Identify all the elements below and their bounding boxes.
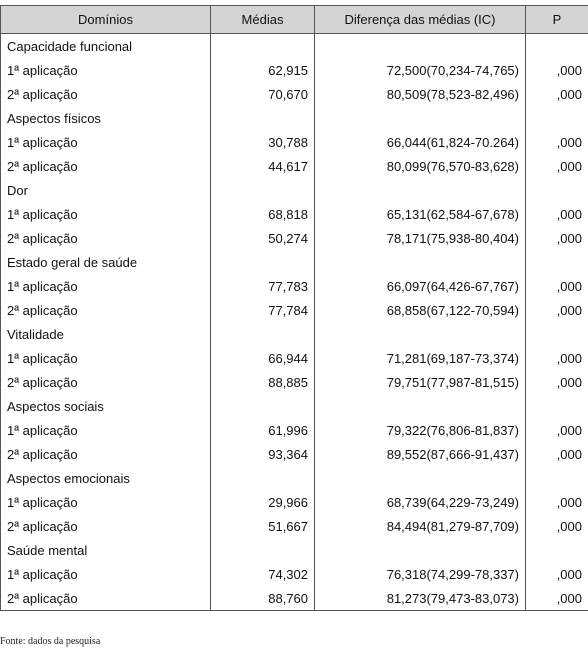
media-value: 51,667 xyxy=(211,514,315,538)
application-row xyxy=(1,130,588,154)
empty-cell xyxy=(526,250,588,274)
table-body xyxy=(1,34,588,611)
diferenca-value: 66,044(61,824-70.264) xyxy=(315,130,526,154)
empty-cell xyxy=(526,538,588,562)
p-value: ,000 xyxy=(526,586,588,611)
domain-row xyxy=(1,178,588,202)
empty-cell xyxy=(315,322,526,346)
media-value: 77,784 xyxy=(211,298,315,322)
diferenca-value: 79,751(77,987-81,515) xyxy=(315,370,526,394)
diferenca-value: 78,171(75,938-80,404) xyxy=(315,226,526,250)
application-row xyxy=(1,346,588,370)
domain-row xyxy=(1,538,588,562)
media-value: 29,966 xyxy=(211,490,315,514)
table-footnote: Fonte: dados da pesquisa xyxy=(0,636,100,648)
application-label: 2ª aplicação xyxy=(1,226,211,250)
diferenca-value: 81,273(79,473-83,073) xyxy=(315,586,526,611)
domain-row xyxy=(1,34,588,59)
p-value: ,000 xyxy=(526,274,588,298)
p-value: ,000 xyxy=(526,130,588,154)
domain-row xyxy=(1,394,588,418)
diferenca-value: 84,494(81,279-87,709) xyxy=(315,514,526,538)
p-value: ,000 xyxy=(526,370,588,394)
application-row xyxy=(1,442,588,466)
domain-name: Saúde mental xyxy=(1,538,211,562)
application-row xyxy=(1,586,588,611)
domain-name: Capacidade funcional xyxy=(1,34,211,59)
header-medias: Médias xyxy=(211,6,315,34)
p-value: ,000 xyxy=(526,442,588,466)
p-value: ,000 xyxy=(526,202,588,226)
diferenca-value: 89,552(87,666-91,437) xyxy=(315,442,526,466)
application-label: 2ª aplicação xyxy=(1,586,211,611)
empty-cell xyxy=(315,538,526,562)
empty-cell xyxy=(526,106,588,130)
media-value: 61,996 xyxy=(211,418,315,442)
empty-cell xyxy=(315,250,526,274)
media-value: 62,915 xyxy=(211,58,315,82)
diferenca-value: 79,322(76,806-81,837) xyxy=(315,418,526,442)
p-value: ,000 xyxy=(526,226,588,250)
empty-cell xyxy=(211,466,315,490)
application-row xyxy=(1,274,588,298)
application-label: 1ª aplicação xyxy=(1,58,211,82)
media-value: 66,944 xyxy=(211,346,315,370)
application-label: 1ª aplicação xyxy=(1,418,211,442)
empty-cell xyxy=(315,394,526,418)
application-label: 1ª aplicação xyxy=(1,130,211,154)
empty-cell xyxy=(315,466,526,490)
application-label: 2ª aplicação xyxy=(1,442,211,466)
header-row xyxy=(1,6,588,34)
p-value: ,000 xyxy=(526,298,588,322)
media-value: 30,788 xyxy=(211,130,315,154)
domain-row xyxy=(1,250,588,274)
diferenca-value: 76,318(74,299-78,337) xyxy=(315,562,526,586)
empty-cell xyxy=(211,394,315,418)
application-label: 2ª aplicação xyxy=(1,82,211,106)
media-value: 50,274 xyxy=(211,226,315,250)
empty-cell xyxy=(315,106,526,130)
empty-cell xyxy=(526,466,588,490)
application-label: 1ª aplicação xyxy=(1,202,211,226)
empty-cell xyxy=(315,178,526,202)
application-label: 1ª aplicação xyxy=(1,274,211,298)
application-label: 2ª aplicação xyxy=(1,370,211,394)
table-header xyxy=(1,6,588,34)
empty-cell xyxy=(526,178,588,202)
diferenca-value: 68,739(64,229-73,249) xyxy=(315,490,526,514)
header-diferenca: Diferença das médias (IC) xyxy=(315,6,526,34)
p-value: ,000 xyxy=(526,514,588,538)
domain-name: Aspectos sociais xyxy=(1,394,211,418)
media-value: 93,364 xyxy=(211,442,315,466)
domain-row xyxy=(1,322,588,346)
application-label: 2ª aplicação xyxy=(1,154,211,178)
domain-name: Aspectos físicos xyxy=(1,106,211,130)
p-value: ,000 xyxy=(526,562,588,586)
domain-name: Aspectos emocionais xyxy=(1,466,211,490)
media-value: 88,760 xyxy=(211,586,315,611)
domain-row xyxy=(1,466,588,490)
diferenca-value: 80,509(78,523-82,496) xyxy=(315,82,526,106)
diferenca-value: 80,099(76,570-83,628) xyxy=(315,154,526,178)
media-value: 68,818 xyxy=(211,202,315,226)
application-row xyxy=(1,202,588,226)
diferenca-value: 68,858(67,122-70,594) xyxy=(315,298,526,322)
empty-cell xyxy=(211,538,315,562)
application-row xyxy=(1,298,588,322)
application-row xyxy=(1,562,588,586)
p-value: ,000 xyxy=(526,418,588,442)
diferenca-value: 66,097(64,426-67,767) xyxy=(315,274,526,298)
application-row xyxy=(1,82,588,106)
p-value: ,000 xyxy=(526,346,588,370)
application-row xyxy=(1,58,588,82)
application-row xyxy=(1,370,588,394)
application-row xyxy=(1,154,588,178)
media-value: 88,885 xyxy=(211,370,315,394)
empty-cell xyxy=(211,322,315,346)
application-label: 2ª aplicação xyxy=(1,298,211,322)
p-value: ,000 xyxy=(526,154,588,178)
media-value: 70,670 xyxy=(211,82,315,106)
p-value: ,000 xyxy=(526,58,588,82)
application-row xyxy=(1,490,588,514)
empty-cell xyxy=(211,250,315,274)
empty-cell xyxy=(526,34,588,59)
diferenca-value: 72,500(70,234-74,765) xyxy=(315,58,526,82)
p-value: ,000 xyxy=(526,490,588,514)
media-value: 74,302 xyxy=(211,562,315,586)
application-label: 1ª aplicação xyxy=(1,346,211,370)
empty-cell xyxy=(211,34,315,59)
application-row xyxy=(1,226,588,250)
application-label: 2ª aplicação xyxy=(1,514,211,538)
empty-cell xyxy=(315,34,526,59)
media-value: 44,617 xyxy=(211,154,315,178)
domain-name: Dor xyxy=(1,178,211,202)
empty-cell xyxy=(526,322,588,346)
application-label: 1ª aplicação xyxy=(1,562,211,586)
diferenca-value: 65,131(62,584-67,678) xyxy=(315,202,526,226)
empty-cell xyxy=(211,106,315,130)
results-table xyxy=(0,5,588,611)
application-row xyxy=(1,418,588,442)
header-p: P xyxy=(526,6,588,34)
p-value: ,000 xyxy=(526,82,588,106)
empty-cell xyxy=(526,394,588,418)
diferenca-value: 71,281(69,187-73,374) xyxy=(315,346,526,370)
domain-name: Vitalidade xyxy=(1,322,211,346)
application-label: 1ª aplicação xyxy=(1,490,211,514)
domain-name: Estado geral de saúde xyxy=(1,250,211,274)
domain-row xyxy=(1,106,588,130)
empty-cell xyxy=(211,178,315,202)
header-dominios: Domínios xyxy=(1,6,211,34)
application-row xyxy=(1,514,588,538)
media-value: 77,783 xyxy=(211,274,315,298)
